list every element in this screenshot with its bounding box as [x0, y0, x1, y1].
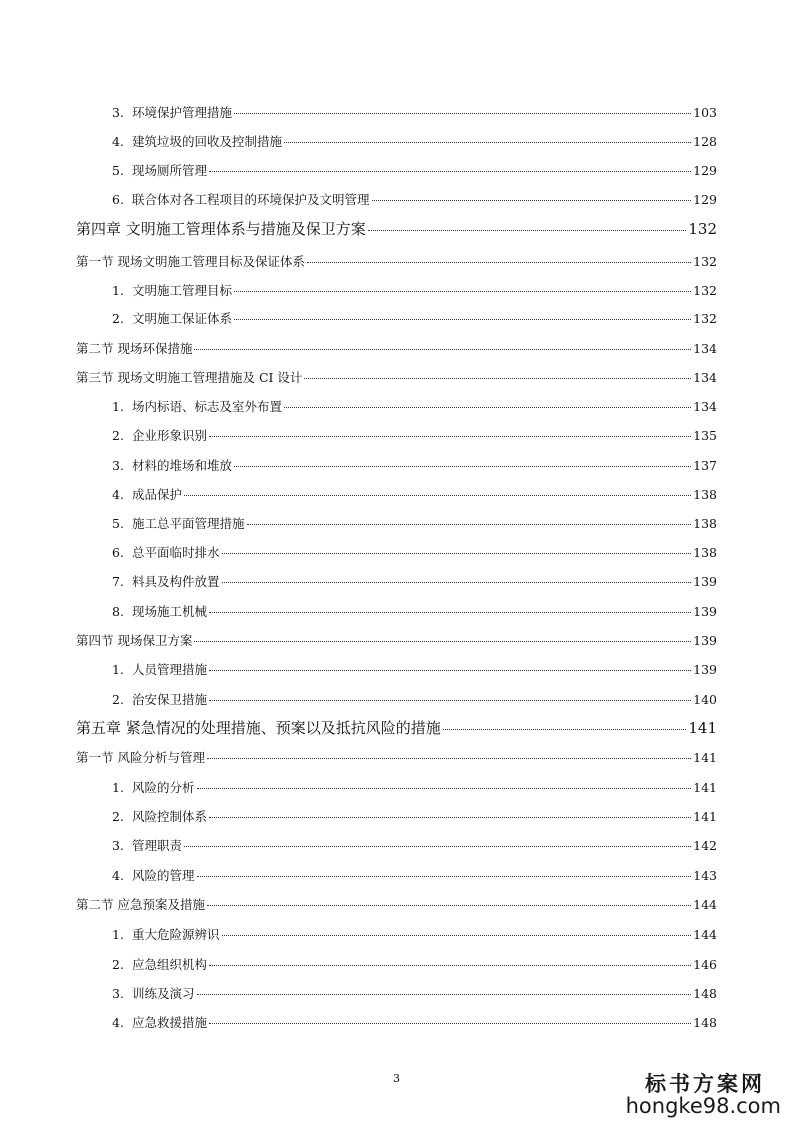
- toc-entry-number: 4.: [112, 1015, 124, 1030]
- toc-entry-title: 总平面临时排水: [132, 545, 220, 560]
- toc-entry-page: 138: [693, 516, 717, 531]
- toc-dot-leader: [194, 641, 691, 642]
- toc-item-entry: [112, 163, 717, 179]
- toc-entry-page: 129: [693, 163, 717, 178]
- toc-dot-leader: [234, 291, 691, 292]
- toc-entry-number: 3.: [112, 105, 124, 120]
- toc-item-entry: [112, 604, 717, 620]
- toc-entry-title: 第三节 现场文明施工管理措施及 CI 设计: [76, 370, 303, 385]
- toc-entry-title: 成品保护: [132, 487, 183, 502]
- toc-dot-leader: [368, 230, 687, 231]
- toc-entry-page: 132: [688, 220, 717, 238]
- toc-entry-number: 6.: [112, 192, 124, 207]
- toc-entry-title: 重大危险源辨识: [132, 927, 220, 942]
- toc-entry-page: 132: [693, 283, 717, 298]
- toc-entry-title: 建筑垃圾的回收及控制措施: [132, 134, 283, 149]
- toc-item-entry: [112, 458, 717, 474]
- toc-item-entry: [112, 487, 717, 503]
- toc-entry-number: 4.: [112, 134, 124, 149]
- toc-entry-number: 7.: [112, 574, 124, 589]
- toc-entry-page: 140: [693, 692, 717, 707]
- toc-dot-leader: [207, 905, 691, 906]
- toc-item-entry: [112, 516, 717, 532]
- toc-dot-leader: [197, 876, 692, 877]
- watermark-site-name: 标书方案网: [645, 1072, 765, 1096]
- toc-entry-number: 1.: [112, 662, 124, 677]
- toc-entry-page: 132: [693, 254, 717, 269]
- toc-dot-leader: [234, 113, 691, 114]
- toc-entry-number: 2.: [112, 809, 124, 824]
- toc-entry-title: 风险控制体系: [132, 809, 208, 824]
- toc-dot-leader: [372, 200, 692, 201]
- toc-chapter-entry: [76, 719, 717, 738]
- toc-entry-title: 第一节 风险分析与管理: [76, 750, 205, 765]
- toc-entry-page: 143: [693, 868, 717, 883]
- toc-entry-title: 治安保卫措施: [132, 692, 208, 707]
- toc-entry-number: 6.: [112, 545, 124, 560]
- toc-entry-title: 人员管理措施: [132, 662, 208, 677]
- toc-entry-number: 2.: [112, 692, 124, 707]
- toc-dot-leader: [222, 553, 692, 554]
- toc-dot-leader: [209, 436, 691, 437]
- toc-entry-page: 103: [693, 105, 717, 120]
- toc-entry-title: 第四章 文明施工管理体系与措施及保卫方案: [76, 220, 366, 238]
- toc-entry-number: 3.: [112, 838, 124, 853]
- toc-dot-leader: [284, 142, 691, 143]
- toc-item-entry: [112, 838, 717, 854]
- toc-entry-title: 料具及构件放置: [132, 574, 220, 589]
- toc-dot-leader: [284, 407, 691, 408]
- toc-entry-page: 129: [693, 192, 717, 207]
- toc-entry-title: 第四节 现场保卫方案: [76, 633, 193, 648]
- toc-entry-page: 148: [693, 986, 717, 1001]
- toc-entry-page: 139: [693, 574, 717, 589]
- watermark-url: hongke98.com: [625, 1094, 781, 1118]
- toc-dot-leader: [209, 612, 691, 613]
- toc-item-entry: [112, 986, 717, 1002]
- toc-entry-page: 146: [693, 957, 717, 972]
- toc-dot-leader: [194, 349, 691, 350]
- toc-entry-title: 环境保护管理措施: [132, 105, 233, 120]
- toc-entry-title: 第五章 紧急情况的处理措施、预案以及抵抗风险的措施: [76, 719, 441, 737]
- toc-entry-number: 1.: [112, 283, 124, 298]
- toc-dot-leader: [207, 758, 691, 759]
- toc-entry-title: 文明施工保证体系: [132, 311, 233, 326]
- toc-entry-page: 132: [693, 311, 717, 326]
- toc-item-entry: [112, 662, 717, 678]
- toc-entry-number: 4.: [112, 487, 124, 502]
- toc-entry-page: 148: [693, 1015, 717, 1030]
- toc-entry-title: 管理职责: [132, 838, 183, 853]
- toc-entry-page: 134: [693, 399, 717, 414]
- toc-item-entry: [112, 105, 717, 121]
- toc-entry-page: 141: [693, 780, 717, 795]
- toc-section-entry: [76, 633, 717, 649]
- toc-dot-leader: [304, 378, 691, 379]
- toc-dot-leader: [209, 171, 691, 172]
- toc-entry-page: 134: [693, 370, 717, 385]
- toc-dot-leader: [234, 466, 691, 467]
- toc-entry-page: 144: [693, 897, 717, 912]
- toc-dot-leader: [222, 582, 692, 583]
- toc-item-entry: [112, 192, 717, 208]
- toc-entry-number: 4.: [112, 868, 124, 883]
- toc-dot-leader: [184, 846, 691, 847]
- toc-item-entry: [112, 311, 717, 327]
- toc-entry-number: 1.: [112, 399, 124, 414]
- toc-item-entry: [112, 574, 717, 590]
- toc-entry-title: 应急组织机构: [132, 957, 208, 972]
- toc-dot-leader: [184, 495, 691, 496]
- toc-entry-title: 风险的管理: [132, 868, 195, 883]
- toc-item-entry: [112, 399, 717, 415]
- toc-entry-title: 现场施工机械: [132, 604, 208, 619]
- toc-entry-title: 应急救援措施: [132, 1015, 208, 1030]
- toc-entry-page: 139: [693, 662, 717, 677]
- toc-entry-page: 137: [693, 458, 717, 473]
- toc-entry-title: 文明施工管理目标: [132, 283, 233, 298]
- toc-entry-number: 1.: [112, 927, 124, 942]
- toc-entry-page: 141: [693, 750, 717, 765]
- toc-item-entry: [112, 545, 717, 561]
- toc-entry-number: 2.: [112, 311, 124, 326]
- toc-entry-page: 128: [693, 134, 717, 149]
- page-number: 3: [393, 1072, 400, 1085]
- toc-section-entry: [76, 341, 717, 357]
- toc-dot-leader: [209, 965, 691, 966]
- toc-item-entry: [112, 428, 717, 444]
- toc-item-entry: [112, 1015, 717, 1031]
- toc-entry-page: 138: [693, 545, 717, 560]
- toc-section-entry: [76, 750, 717, 766]
- toc-dot-leader: [209, 817, 691, 818]
- toc-entry-number: 2.: [112, 428, 124, 443]
- toc-entry-number: 5.: [112, 516, 124, 531]
- toc-dot-leader: [307, 262, 691, 263]
- toc-item-entry: [112, 780, 717, 796]
- toc-entry-page: 138: [693, 487, 717, 502]
- toc-entry-title: 企业形象识别: [132, 428, 208, 443]
- toc-dot-leader: [234, 319, 691, 320]
- toc-entry-number: 1.: [112, 780, 124, 795]
- toc-entry-page: 134: [693, 341, 717, 356]
- toc-entry-number: 2.: [112, 957, 124, 972]
- toc-entry-title: 联合体对各工程项目的环境保护及文明管理: [132, 192, 370, 207]
- toc-entry-page: 144: [693, 927, 717, 942]
- toc-entry-page: 135: [693, 428, 717, 443]
- toc-item-entry: [112, 868, 717, 884]
- toc-entry-page: 141: [688, 719, 717, 737]
- toc-entry-title: 材料的堆场和堆放: [132, 458, 233, 473]
- toc-entry-number: 3.: [112, 458, 124, 473]
- toc-section-entry: [76, 254, 717, 270]
- toc-entry-title: 现场厕所管理: [132, 163, 208, 178]
- toc-entry-number: 5.: [112, 163, 124, 178]
- toc-entry-title: 场内标语、标志及室外布置: [132, 399, 283, 414]
- toc-dot-leader: [247, 524, 692, 525]
- toc-chapter-entry: [76, 220, 717, 239]
- toc-dot-leader: [209, 670, 691, 671]
- toc-entry-title: 第二节 应急预案及措施: [76, 897, 205, 912]
- toc-item-entry: [112, 692, 717, 708]
- toc-item-entry: [112, 957, 717, 973]
- toc-entry-page: 139: [693, 604, 717, 619]
- toc-entry-page: 139: [693, 633, 717, 648]
- toc-entry-title: 训练及演习: [132, 986, 195, 1001]
- toc-item-entry: [112, 134, 717, 150]
- toc-item-entry: [112, 283, 717, 299]
- toc-entry-title: 第二节 现场环保措施: [76, 341, 193, 356]
- toc-item-entry: [112, 809, 717, 825]
- toc-dot-leader: [222, 935, 692, 936]
- toc-dot-leader: [197, 994, 692, 995]
- toc-dot-leader: [197, 788, 692, 789]
- toc-section-entry: [76, 370, 717, 386]
- toc-entry-title: 施工总平面管理措施: [132, 516, 245, 531]
- toc-item-entry: [112, 927, 717, 943]
- toc-entry-number: 3.: [112, 986, 124, 1001]
- toc-dot-leader: [443, 729, 687, 730]
- toc-entry-title: 第一节 现场文明施工管理目标及保证体系: [76, 254, 305, 269]
- toc-entry-page: 142: [693, 838, 717, 853]
- toc-section-entry: [76, 897, 717, 913]
- toc-dot-leader: [209, 1023, 691, 1024]
- toc-entry-number: 8.: [112, 604, 124, 619]
- toc-entry-title: 风险的分析: [132, 780, 195, 795]
- toc-dot-leader: [209, 700, 691, 701]
- toc-entry-page: 141: [693, 809, 717, 824]
